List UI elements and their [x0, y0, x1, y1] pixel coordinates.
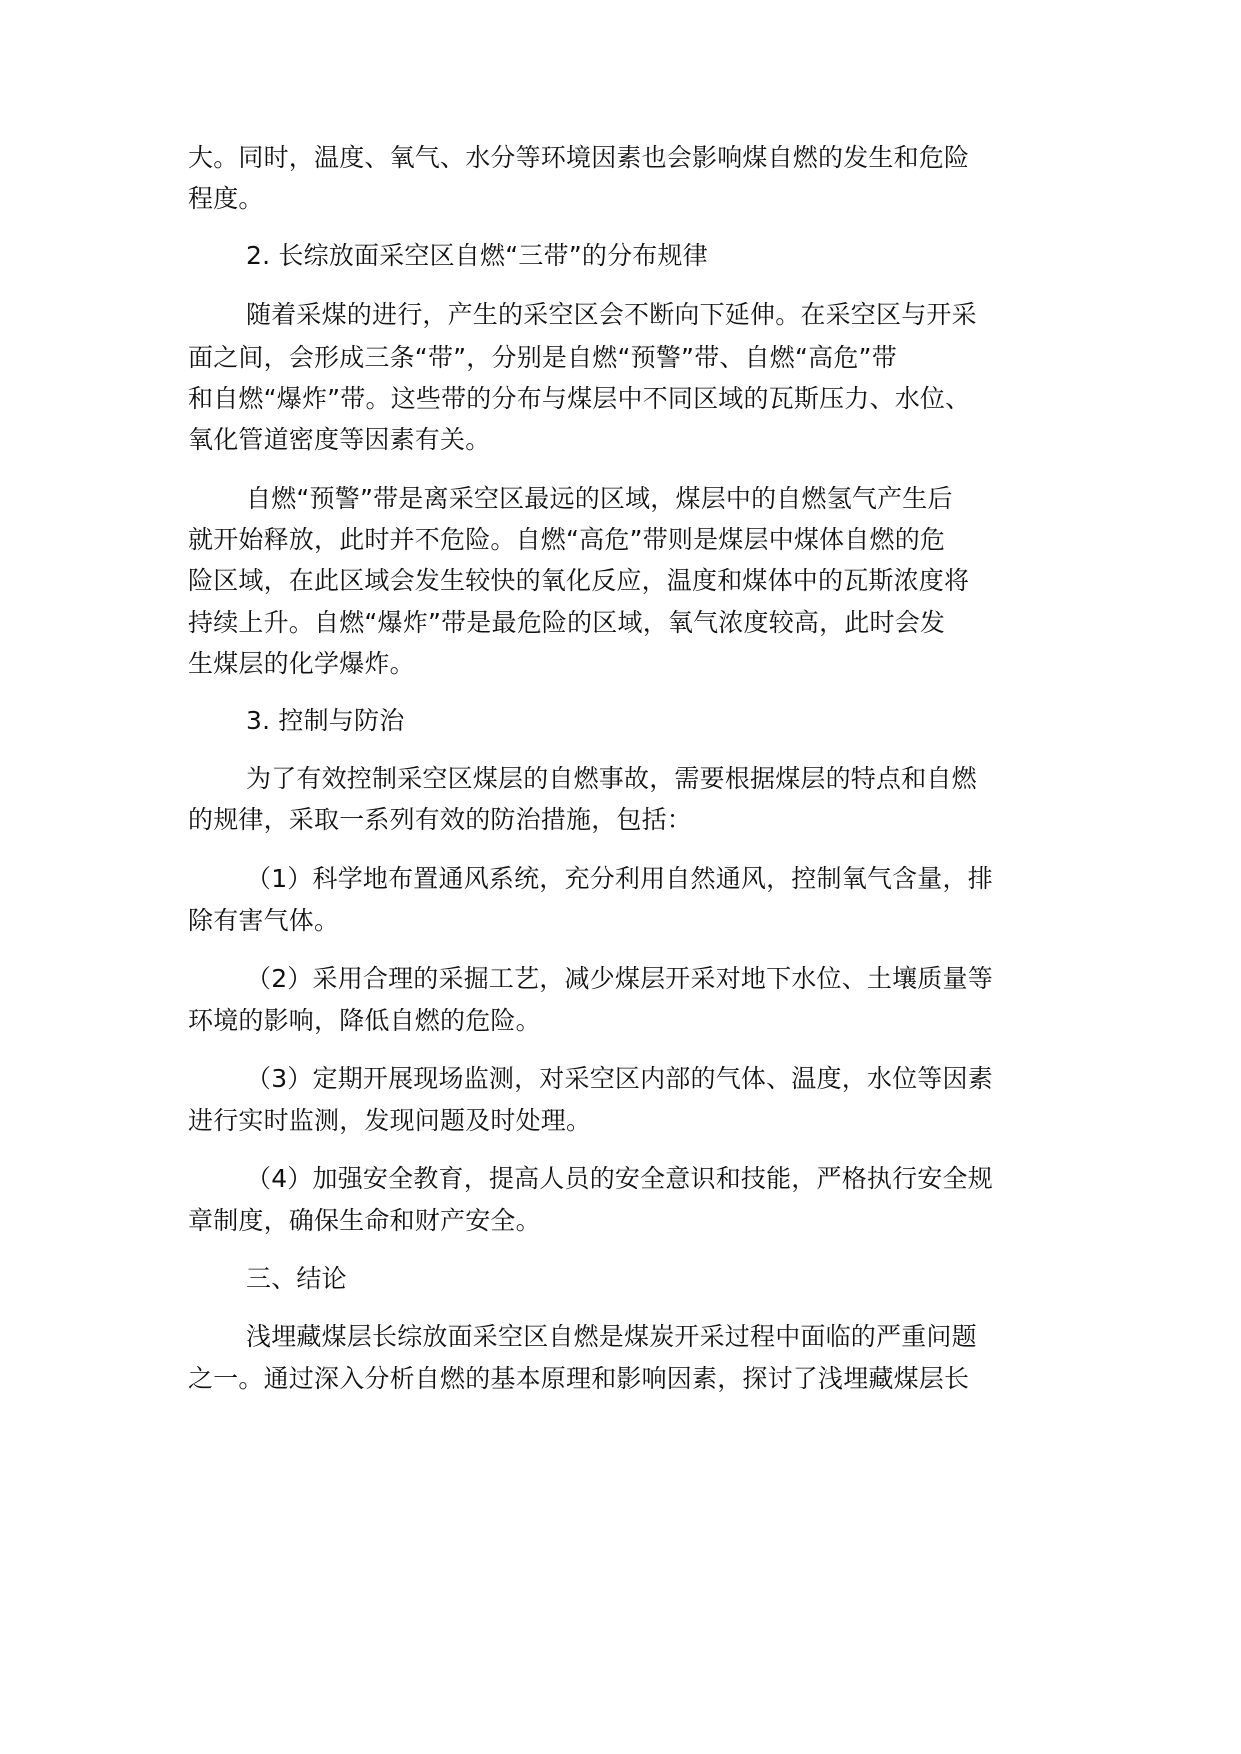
text-line: 浅埋藏煤层长综放面采空区自燃是煤炭开采过程中面临的严重问题 — [246, 1322, 977, 1351]
text-line: 险区域，在此区域会发生较快的氧化反应，温度和煤体中的瓦斯浓度将 — [188, 566, 970, 595]
text-line: 除有害气体。 — [188, 906, 340, 935]
text-line: 面之间，会形成三条“带”，分别是自燃“预警”带、自燃“高危”带 — [188, 343, 897, 372]
list-item: （3）定期开展现场监测，对采空区内部的气体、温度，水位等因素 — [246, 1064, 993, 1093]
text-line: 生煤层的化学爆炸。 — [188, 649, 415, 678]
text-line: 和自燃“爆炸”带。这些带的分布与煤层中不同区域的瓦斯压力、水位、 — [188, 384, 971, 413]
text-line: 为了有效控制采空区煤层的自燃事故，需要根据煤层的特点和自燃 — [246, 764, 977, 793]
section-heading: 3. 控制与防治 — [246, 706, 405, 735]
text-line: 进行实时监测，发现问题及时处理。 — [188, 1106, 592, 1135]
text-line: 大。同时，温度、氧气、水分等环境因素也会影响煤自燃的发生和危险 — [188, 143, 970, 172]
list-item: （4）加强安全教育，提高人员的安全意识和技能，严格执行安全规 — [246, 1164, 993, 1193]
section-heading: 2. 长综放面采空区自燃“三带”的分布规律 — [246, 241, 708, 270]
text-line: 章制度，确保生命和财产安全。 — [188, 1206, 541, 1235]
text-line: 随着采煤的进行，产生的采空区会不断向下延伸。在采空区与开采 — [246, 300, 977, 329]
list-item: （2）采用合理的采掘工艺，减少煤层开采对地下水位、土壤质量等 — [246, 964, 993, 993]
text-line: 氧化管道密度等因素有关。 — [188, 425, 491, 454]
text-line: 就开始释放，此时并不危险。自燃“高危”带则是煤层中煤体自燃的危 — [188, 525, 946, 554]
text-line: 的规律，采取一系列有效的防治措施，包括： — [188, 805, 693, 834]
section-heading: 三、结论 — [246, 1264, 347, 1293]
text-line: 持续上升。自燃“爆炸”带是最危险的区域，氧气浓度较高，此时会发 — [188, 608, 946, 637]
text-line: 环境的影响，降低自燃的危险。 — [188, 1006, 541, 1035]
text-line: 自燃“预警”带是离采空区最远的区域，煤层中的自燃氢气产生后 — [246, 484, 953, 513]
text-line: 程度。 — [188, 184, 264, 213]
text-line: 之一。通过深入分析自燃的基本原理和影响因素，探讨了浅埋藏煤层长 — [188, 1364, 970, 1393]
list-item: （1）科学地布置通风系统，充分利用自然通风，控制氧气含量，排 — [246, 864, 993, 893]
